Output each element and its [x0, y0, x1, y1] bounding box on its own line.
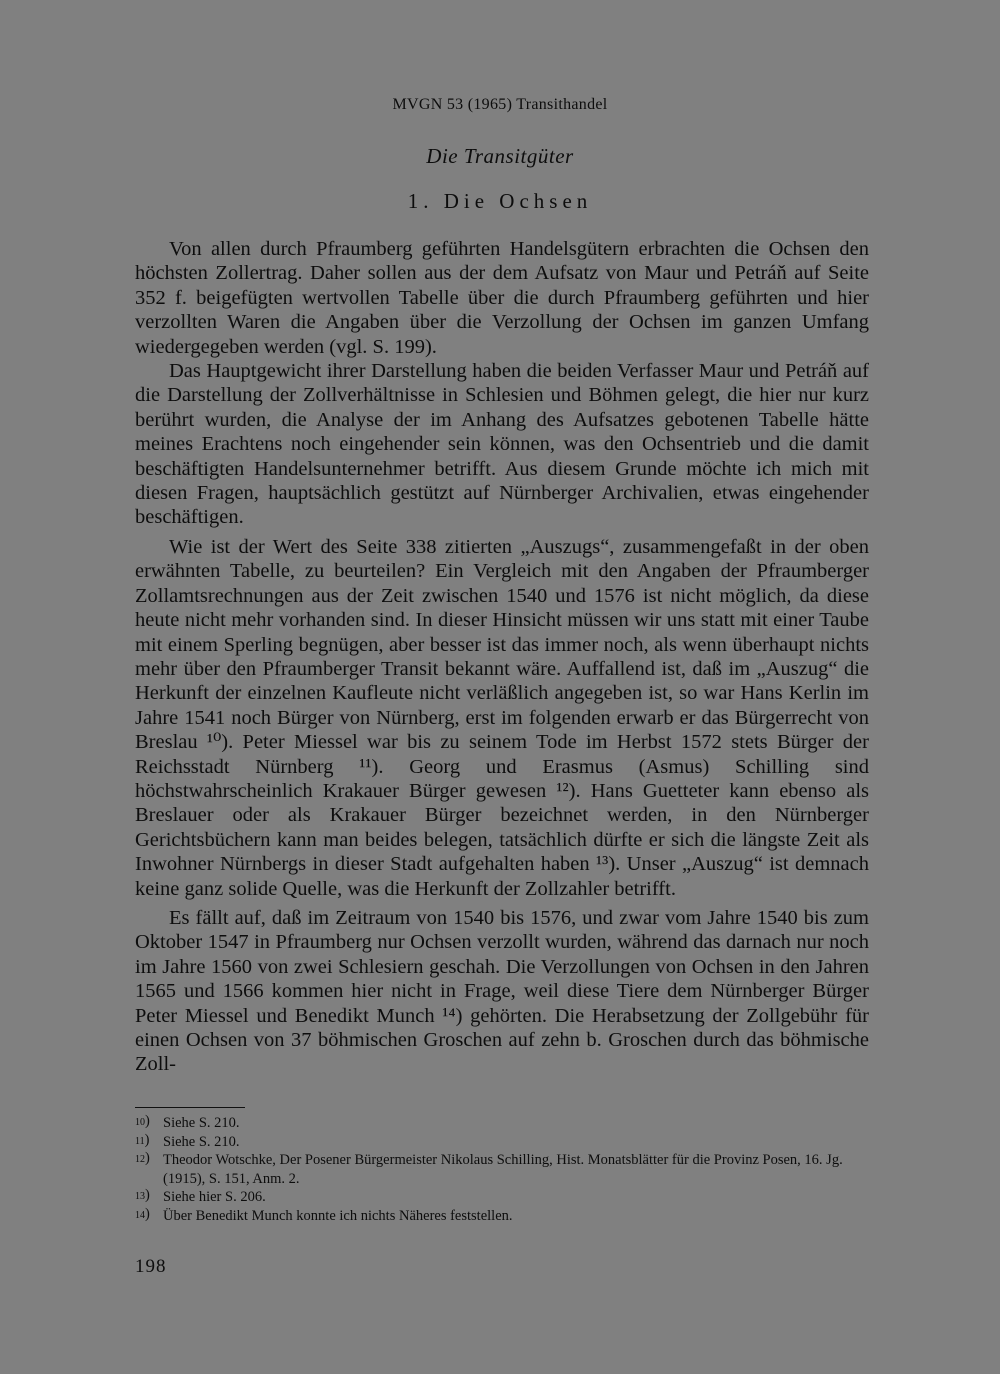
footnote-text: Siehe S. 210. — [163, 1115, 240, 1131]
footnote — [135, 1207, 869, 1226]
subsection-title: 1. Die Ochsen — [407, 189, 593, 213]
paragraph: Es fällt auf, daß im Zeitraum von 1540 bis 1576, und zwar vom Jahre 1540 bis zum Oktober 1547 in Pfraumberg nur Ochsen verzollt wurden, während das darnach nur noch im Jahre 1560 von zwei Schlesiern geschah. Die Verzollungen von Ochsen in den Jahren 1565 und 1566 kommen hier nicht in Frage, weil diese Tiere dem Nürnberger Bürger Peter Miessel und Benedikt Munch ¹⁴) gehörten. Die Herabsetzung der Zollgebühr für einen Ochsen von 37 böhmischen Groschen auf zehn b. Groschen durch das böhmische Zoll- — [135, 906, 869, 1076]
paragraph: Von allen durch Pfraumberg geführten Handelsgütern erbrachten die Ochsen den höchsten Zollertrag. Daher sollen aus der dem Aufsatz von Maur und Petráň auf Seite 352 f. beigefügten wertvollen Tabelle über die durch Pfraumberg geführten und hier verzollten Waren die Angaben über die Verzollung der Ochsen im ganzen Umfang wiedergegeben werden (vgl. S. 199). — [135, 238, 869, 358]
paragraph: Wie ist der Wert des Seite 338 zitierten „Auszugs“, zusammengefaßt in der oben erwähnten Tabelle, zu beurteilen? Ein Vergleich mit den Angaben der Pfraumberger Zollamtsrechnungen aus der Zeit zwischen 1540 und 1576 ist nicht möglich, da diese heute nicht mehr vorhanden sind. In dieser Hinsicht müssen wir uns statt mit einer Taube mit einem Sperling begnügen, aber besser ist das immer noch, als wenn überhaupt nichts mehr über den Pfraumberger Transit bekannt wäre. Auffallend ist, daß im „Auszug“ die Herkunft der einzelnen Kaufleute nicht verläßlich angegeben ist, so war Hans Kerlin im Jahre 1541 noch Bürger von Nürnberg, erst im folgenden erwarb er das Bürgerrecht von Breslau ¹⁰). Peter Miessel war bis zu seinem Tode im Herbst 1572 stets Bürger der Reichsstadt Nürnberg ¹¹). Georg und Erasmus (Asmus) Schilling sind höchstwahrscheinlich Krakauer Bürger gewesen ¹²). Hans Guetteter kann ebenso als Breslauer oder als Krakauer Bürger bezeichnet werden, in den Nürnberger Gerichtsbüchern kann man beides belegen, tatsächlich dürfte er sich die längste Zeit als Inwohner Nürnbergs in dieser Stadt aufgehalten haben ¹³). Unser „Auszug“ ist demnach keine ganz solide Quelle, was die Herkunft der Zollzahler betrifft. — [135, 535, 869, 900]
running-head: MVGN 53 (1965) Transithandel — [392, 96, 608, 113]
footnote — [135, 1151, 869, 1188]
footnote-mark: 10) — [135, 1113, 150, 1129]
footnote — [135, 1188, 869, 1207]
footnote — [135, 1133, 869, 1152]
section-title: Die Transitgüter — [426, 144, 574, 168]
body-text — [135, 237, 869, 1077]
footnote — [135, 1114, 869, 1133]
page-number: 198 — [135, 1256, 167, 1277]
footnote-text: Siehe hier S. 206. — [163, 1189, 266, 1206]
footnote-mark: 14) — [135, 1205, 150, 1222]
paragraph: Das Hauptgewicht ihrer Darstellung haben die beiden Verfasser Maur und Petráň auf die Darstellung der Zollverhältnisse in Schlesien und Böhmen gelegt, die hier nur kurz berührt wurden, die Analyse der im Anhang des Aufsatzes gebotenen Tabelle hätte meines Erachtens noch eingehender sein können, was den Ochsentrieb und die damit beschäftigten Handelsunternehmer betrifft. Aus diesem Grunde möchte ich mich mit diesen Fragen, hauptsächlich gestützt auf Nürnberger Archivalien, etwas eingehender beschäftigen. — [135, 360, 869, 529]
footnote-mark: 12) — [135, 1150, 150, 1167]
footnote-divider — [135, 1107, 245, 1108]
footnote-text: Siehe S. 210. — [163, 1133, 240, 1150]
footnote-text: Über Benedikt Munch konnte ich nichts Näheres feststellen. — [163, 1207, 513, 1224]
footnote-text: Theodor Wotschke, Der Posener Bürgermeister Nikolaus Schilling, Hist. Monatsblätter für die Provinz Posen, 16. Jg. (1915), S. 151, Anm. 2. — [163, 1152, 843, 1187]
footnote-mark: 11) — [135, 1131, 150, 1148]
footnote-mark: 13) — [135, 1187, 150, 1204]
footnotes — [135, 1114, 869, 1226]
